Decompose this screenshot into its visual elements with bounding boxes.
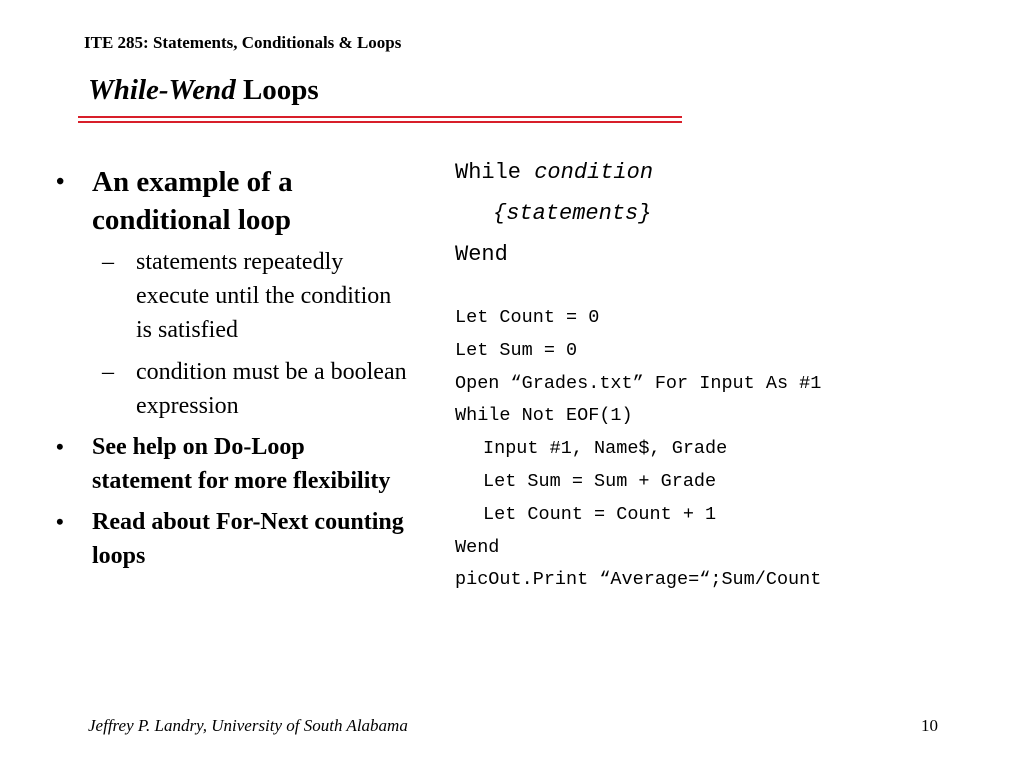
bullet-text: Read about For-Next counting loops	[92, 509, 404, 569]
bullet-item	[50, 163, 410, 239]
slide-title	[88, 74, 319, 107]
bullet-text: See help on Do-Loop statement for more flexibility	[92, 434, 391, 494]
code-line: Input #1, Name$, Grade	[483, 438, 728, 460]
code-line: While Not EOF(1)	[455, 405, 633, 427]
page-number: 10	[921, 716, 938, 735]
bullet-item	[50, 430, 410, 498]
sub-bullet-text: condition must be a boolean expression	[136, 359, 407, 419]
bullet-dot-icon: •	[56, 169, 65, 195]
footer-author: Jeffrey P. Landry, University of South Alabama	[88, 716, 408, 735]
code-line: picOut.Print “Average=“;Sum/Count	[455, 569, 822, 591]
bullet-text: An example of a conditional loop	[92, 166, 293, 236]
code-line: Wend	[455, 536, 500, 558]
syntax-placeholder: {statements}	[493, 201, 652, 226]
title-divider-top	[78, 116, 682, 118]
bullet-item	[50, 505, 410, 573]
title-divider-bottom	[78, 121, 682, 123]
code-line: Let Sum = Sum + Grade	[483, 470, 717, 492]
bullet-dot-icon: •	[56, 434, 64, 459]
code-panel	[455, 152, 821, 597]
sub-bullet-text: statements repeatedly execute until the condition is satisfied	[136, 249, 392, 343]
code-line: Let Count = 0	[455, 307, 600, 328]
syntax-line-wend: Wend	[455, 242, 508, 267]
dash-icon: –	[102, 359, 114, 385]
code-line: Open “Grades.txt” For Input As #1	[455, 372, 822, 394]
code-example	[455, 302, 821, 597]
course-header: ITE 285: Statements, Conditionals & Loops	[84, 33, 402, 52]
sub-bullet-item	[50, 245, 410, 347]
syntax-keyword: While	[455, 160, 535, 185]
dash-icon: –	[102, 249, 114, 275]
sub-bullet-item	[50, 355, 410, 423]
slide-title-rest: Loops	[235, 74, 319, 106]
code-line: Let Sum = 0	[455, 339, 578, 361]
syntax-placeholder: condition	[534, 160, 654, 185]
bullet-list	[50, 163, 410, 573]
syntax-line-statements	[455, 193, 821, 234]
syntax-line-while	[455, 152, 821, 193]
code-line: Let Count = Count + 1	[483, 503, 717, 525]
bullet-dot-icon: •	[56, 509, 64, 534]
slide-title-italic: While-Wend	[88, 74, 236, 106]
